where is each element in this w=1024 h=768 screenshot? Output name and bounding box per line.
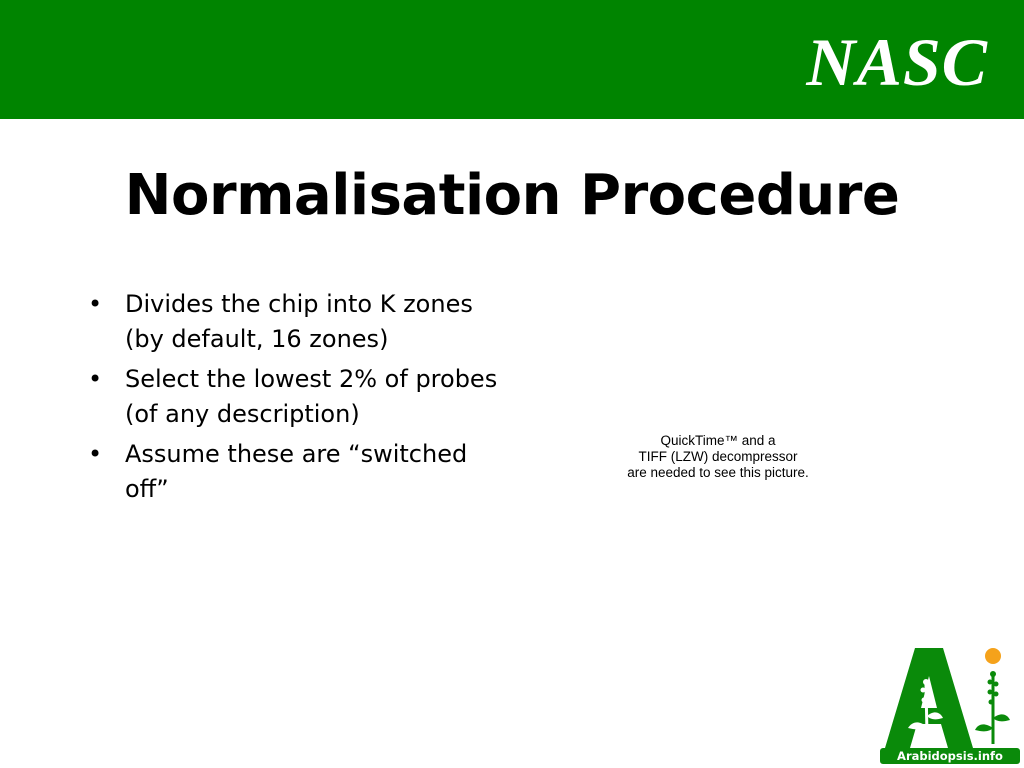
arabidopsis-logo — [880, 640, 1020, 768]
bullet-marker: • — [88, 440, 103, 468]
bullet-marker: • — [88, 365, 103, 393]
image-placeholder — [600, 433, 836, 481]
placeholder-line: QuickTime™ and a — [660, 433, 776, 448]
logo-caption: Arabidopsis.info — [880, 748, 1020, 764]
bullet-marker: • — [88, 290, 103, 318]
arabidopsis-logo-icon — [880, 640, 1020, 752]
header-bar — [0, 0, 1024, 119]
list-item — [84, 287, 504, 357]
list-item — [84, 437, 504, 507]
list-item — [84, 362, 504, 432]
placeholder-line: are needed to see this picture. — [627, 465, 809, 480]
bullet-text: Assume these are “switched off” — [125, 440, 468, 503]
placeholder-line: TIFF (LZW) decompressor — [638, 449, 798, 464]
bullet-list — [84, 287, 504, 512]
bullet-text: Select the lowest 2% of probes (of any description) — [125, 365, 498, 428]
bullet-text: Divides the chip into K zones (by default, 16 zones) — [125, 290, 473, 353]
slide-title: Normalisation Procedure — [124, 163, 900, 228]
brand-logo-text: NASC — [806, 24, 988, 100]
